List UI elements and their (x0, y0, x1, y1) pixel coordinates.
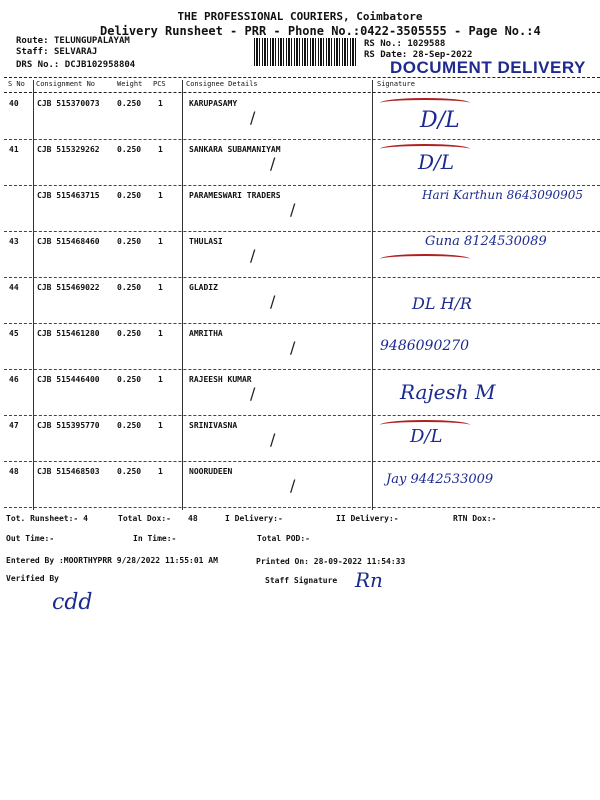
rs-no-value: 1029588 (407, 39, 446, 49)
row-consignment: CJB 515463715 (37, 191, 100, 200)
row-weight: 0.250 (117, 329, 142, 338)
row-pcs: 1 (158, 99, 163, 108)
row-consignee: NOORUDEEN (189, 467, 233, 476)
row-weight: 0.250 (117, 191, 142, 200)
red-pen-mark (380, 420, 470, 430)
col-pcs: PCS (153, 80, 166, 88)
col-signature: Signature (377, 80, 415, 88)
row-signature: D/L (410, 426, 443, 447)
in-time-label: In Time:- (133, 534, 177, 543)
rs-date-label: RS Date: (364, 50, 408, 60)
route-line (16, 36, 130, 46)
row-signature: Hari Karthun 8643090905 (422, 188, 584, 202)
total-dox-value: 48 (188, 514, 198, 523)
table-row (0, 462, 600, 508)
checkmark-icon: / (290, 200, 296, 219)
checkmark-icon: / (270, 430, 276, 449)
red-pen-mark (380, 254, 470, 264)
row-pcs: 1 (158, 237, 163, 246)
row-pcs: 1 (158, 375, 163, 384)
row-pcs: 1 (158, 421, 163, 430)
tot-runsheet: Tot. Runsheet:- 4 (6, 514, 88, 523)
row-weight: 0.250 (117, 145, 142, 154)
table-top-rule (4, 77, 600, 78)
row-consignment: CJB 515468503 (37, 467, 100, 476)
staff-handwritten-signature: Rn (355, 568, 383, 592)
table-row (0, 232, 600, 278)
row-sno: 44 (9, 283, 19, 292)
row-consignment: CJB 515370073 (37, 99, 100, 108)
checkmark-icon: / (250, 108, 256, 127)
row-pcs: 1 (158, 329, 163, 338)
row-signature: 9486090270 (380, 338, 470, 354)
row-pcs: 1 (158, 467, 163, 476)
row-consignment: CJB 515446400 (37, 375, 100, 384)
row-sno: 43 (9, 237, 19, 246)
row-signature: DL H/R (412, 294, 472, 313)
row-consignee: RAJEESH KUMAR (189, 375, 252, 384)
checkmark-icon: / (250, 246, 256, 265)
verifier-signature: cdd (52, 590, 93, 615)
row-sno: 47 (9, 421, 19, 430)
barcode (254, 38, 358, 66)
row-consignment: CJB 515461280 (37, 329, 100, 338)
row-weight: 0.250 (117, 467, 142, 476)
row-weight: 0.250 (117, 421, 142, 430)
row-pcs: 1 (158, 283, 163, 292)
col-weight: Weight (117, 80, 143, 88)
row-weight: 0.250 (117, 283, 142, 292)
verified-by-label: Verified By (6, 574, 59, 583)
i-delivery-label: I Delivery:- (225, 514, 283, 523)
col-sno: S No (8, 80, 25, 88)
row-separator (4, 507, 600, 508)
row-consignee: PARAMESWARI TRADERS (189, 191, 281, 200)
printed-on: Printed On: 28-09-2022 11:54:33 (256, 557, 406, 566)
row-pcs: 1 (158, 145, 163, 154)
table-row (0, 94, 600, 140)
row-consignee: GLADIZ (189, 283, 218, 292)
row-signature: Jay 9442533009 (386, 472, 494, 487)
entered-by: Entered By :MOORTHYPRR 9/28/2022 11:55:01 AM (6, 556, 218, 565)
red-pen-mark (380, 98, 470, 108)
row-consignment: CJB 515468460 (37, 237, 100, 246)
table-row (0, 140, 600, 186)
drs-line (16, 60, 135, 70)
table-row (0, 370, 600, 416)
row-signature: D/L (420, 108, 460, 133)
staff-signature-label: Staff Signature (265, 576, 338, 585)
row-pcs: 1 (158, 191, 163, 200)
staff-value: SELVARAJ (53, 47, 98, 57)
checkmark-icon: / (250, 384, 256, 403)
rtn-dox-label: RTN Dox:- (453, 514, 497, 523)
checkmark-icon: / (290, 476, 296, 495)
ii-delivery-label: II Delivery:- (336, 514, 399, 523)
runsheet-title: Delivery Runsheet - PRR - Phone No.:0422-3505555 - Page No.:4 (100, 24, 541, 38)
row-signature: Rajesh M (400, 380, 496, 404)
red-pen-mark (380, 144, 470, 154)
row-consignee: THULASI (189, 237, 223, 246)
total-pod-label: Total POD:- (257, 534, 310, 543)
table-row (0, 324, 600, 370)
row-signature: D/L (418, 150, 455, 174)
row-weight: 0.250 (117, 237, 142, 246)
row-sno: 40 (9, 99, 19, 108)
row-consignment: CJB 515329262 (37, 145, 100, 154)
row-weight: 0.250 (117, 99, 142, 108)
table-row (0, 278, 600, 324)
row-consignment: CJB 515395770 (37, 421, 100, 430)
rs-no-line (364, 39, 445, 49)
row-consignment: CJB 515469022 (37, 283, 100, 292)
out-time-label: Out Time:- (6, 534, 55, 543)
row-consignee: SANKARA SUBAMANIYAM (189, 145, 281, 154)
route-label: Route: (16, 36, 49, 46)
rs-no-label: RS No.: (364, 39, 402, 49)
col-consignee: Consignee Details (186, 80, 258, 88)
drs-label: DRS No.: (16, 60, 60, 70)
row-sno: 48 (9, 467, 19, 476)
row-sno: 41 (9, 145, 19, 154)
total-dox-label: Total Dox:- (118, 514, 171, 523)
table-row (0, 186, 600, 232)
header-rule (4, 92, 600, 93)
table-row (0, 416, 600, 462)
rs-date-value: 28-Sep-2022 (412, 50, 473, 60)
row-consignee: SRINIVASNA (189, 421, 238, 430)
row-sno: 46 (9, 375, 19, 384)
row-signature: Guna 8124530089 (425, 234, 547, 249)
route-value: TELUNGUPALAYAM (53, 36, 130, 46)
row-sno: 45 (9, 329, 19, 338)
company-title: THE PROFESSIONAL COURIERS, Coimbatore (177, 10, 423, 23)
col-consignment: Consignment No (36, 80, 96, 88)
drs-value: DCJB102958804 (64, 60, 136, 70)
checkmark-icon: / (270, 154, 276, 173)
row-weight: 0.250 (117, 375, 142, 384)
checkmark-icon: / (290, 338, 296, 357)
staff-line (16, 47, 97, 57)
document-delivery-stamp: DOCUMENT DELIVERY (390, 58, 586, 77)
checkmark-icon: / (270, 292, 276, 311)
staff-label: Staff: (16, 47, 49, 57)
row-consignee: AMRITHA (189, 329, 223, 338)
row-consignee: KARUPASAMY (189, 99, 238, 108)
